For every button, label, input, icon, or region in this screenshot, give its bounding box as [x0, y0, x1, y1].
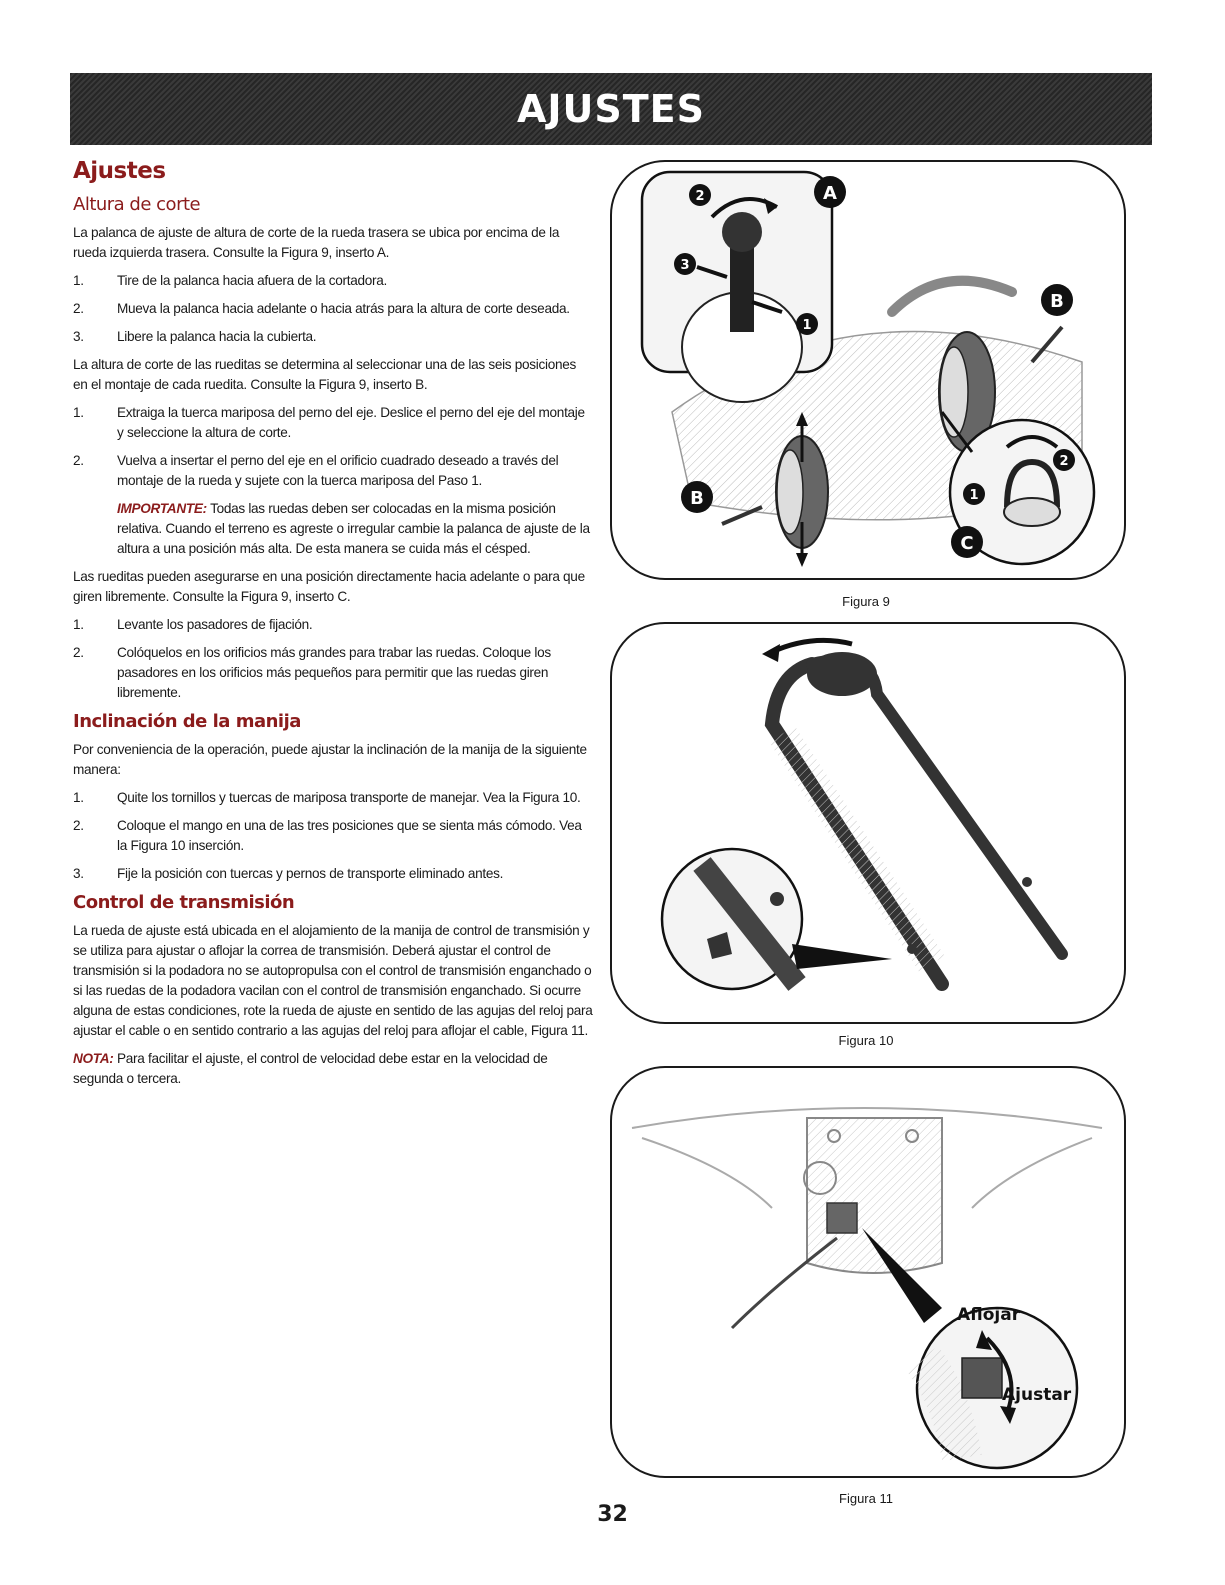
control-housing [807, 652, 877, 696]
callout-b-icon [681, 481, 713, 513]
step-1-label: 1 [802, 318, 812, 333]
inset-adjusting-wheel [962, 1358, 1002, 1398]
control-housing [807, 1118, 942, 1273]
heading-altura-de-corte: Altura de corte [73, 194, 201, 215]
step-1-icon [796, 313, 818, 335]
label-tighten: Ajustar [1002, 1385, 1072, 1405]
list-text: Fije la posición con tuercas y pernos de transporte eliminado antes. [117, 866, 504, 881]
list-item [73, 643, 593, 703]
list-text: Quite los tornillos y tuercas de mariposa transporte de manejar. Vea la Figura 10. [117, 790, 581, 805]
carriage-bolt [770, 892, 784, 906]
list-text: Tire de la palanca hacia afuera de la cortadora. [117, 273, 387, 288]
handle-shadow [782, 734, 932, 964]
step-2-label: 2 [695, 189, 705, 204]
callout-b-label: B [690, 488, 704, 509]
transmision-note [73, 1049, 593, 1089]
section-title: Ajustes [73, 158, 166, 184]
label-loosen: Aflojar [957, 1305, 1021, 1325]
list-number: 3. [73, 329, 84, 344]
list-text: Libere la palanca hacia la cubierta. [117, 329, 317, 344]
important-text: Todas las ruedas deben ser colocadas en la misma posición relativa. Cuando el terreno es agreste o irregular cambie la palanca de ajuste de la altura a una posición más alta. De esta manera se cuida más el césped. [117, 501, 590, 556]
list-number: 1. [73, 790, 84, 805]
banner-title: AJUSTES [516, 87, 706, 131]
arrow-head-down [796, 553, 808, 567]
wing-nut [1022, 877, 1032, 887]
list-number: 2. [73, 453, 84, 468]
callout-c-icon [951, 526, 983, 558]
callout-b-icon [1041, 284, 1073, 316]
list-item [73, 403, 593, 443]
adjusting-wheel [827, 1203, 857, 1233]
list-number: 1. [73, 273, 84, 288]
step-2-icon [689, 184, 711, 206]
list-item [73, 864, 593, 884]
callout-a-label: A [823, 183, 837, 204]
list-text: Coloque el mango en una de las tres posiciones que se sienta más cómodo. Vea la Figura 10 inserción. [117, 818, 582, 853]
list-text: Vuelva a insertar el perno del eje en el orificio cuadrado deseado a través del montaje de la rueda y sujete con la tuerca mariposa del Paso 1. [117, 453, 559, 488]
list-text: Extraiga la tuerca mariposa del perno del eje. Deslice el perno del eje del montaje y seleccione la altura de corte. [117, 405, 585, 440]
callout-a-icon [814, 176, 846, 208]
figure-11 [610, 1066, 1126, 1478]
wheel-mount [1004, 498, 1060, 526]
list-number: 2. [73, 645, 84, 660]
list-item [73, 816, 593, 856]
list-number: 1. [73, 405, 84, 420]
handle-left-bar [642, 1138, 772, 1208]
wing-nut [907, 944, 917, 954]
section-banner [70, 73, 1152, 145]
height-lever [730, 242, 754, 332]
figure-9-caption: Figura 9 [842, 594, 890, 609]
list-item [73, 299, 593, 319]
list-number: 3. [73, 866, 84, 881]
list-text: Colóquelos en los orificios más grandes para trabar las ruedas. Coloque los pasadores en los orificios más pequeños para permitir que las ruedas giren libremente. [117, 645, 551, 700]
step-1-icon [963, 483, 985, 505]
list-item [73, 271, 593, 291]
handle-bar-right [812, 660, 1062, 954]
manija-intro: Por conveniencia de la operación, puede ajustar la inclinación de la manija de la siguiente manera: [73, 742, 587, 777]
step-3-label: 3 [680, 258, 690, 273]
step-2-label: 2 [1059, 454, 1069, 469]
figure-10-illustration [612, 624, 1124, 1022]
figure-11-caption: Figura 11 [839, 1491, 893, 1506]
altura-para3: Las rueditas pueden asegurarse en una posición directamente hacia adelante o para que giren libremente. Consulte la Figura 9, inserto C. [73, 569, 585, 604]
figure-9 [610, 160, 1126, 580]
main-text-column [73, 158, 593, 1097]
list-number: 2. [73, 301, 84, 316]
note-text: Para facilitar el ajuste, el control de velocidad debe estar en la velocidad de segunda o tercera. [73, 1051, 548, 1086]
front-wheel-bracket [777, 450, 803, 534]
figure-10 [610, 622, 1126, 1024]
page-number: 32 [597, 1502, 628, 1527]
lever-knob [722, 212, 762, 252]
important-label: IMPORTANTE: [117, 501, 207, 516]
drive-cable [732, 1238, 837, 1328]
important-note [117, 499, 593, 559]
handle-right-bar [972, 1138, 1092, 1208]
transmision-para: La rueda de ajuste está ubicada en el alojamiento de la manija de control de transmisión y se utiliza para ajustar o aflojar la correa de transmisión. Deberá ajustar el control de transmisión si la podadora no se autopropulsa con el control de transmisión enganchado o si las ruedas de la podadora vacilan con el control de transmisión enganchado. Si ocurre alguna de estas condiciones, rote la rueda de ajuste en sentido de las agujas del reloj para ajustar el cable o en sentido contrario a las agujas del reloj para aflojar el cable, Figura 11. [73, 923, 593, 1038]
heading-inclinacion-manija: Inclinación de la manija [73, 711, 301, 732]
list-number: 1. [73, 617, 84, 632]
list-item [73, 327, 593, 347]
list-text: Levante los pasadores de fijación. [117, 617, 313, 632]
arrow-head [762, 644, 780, 662]
list-text: Mueva la palanca hacia adelante o hacia atrás para la altura de corte deseada. [117, 301, 570, 316]
callout-b-label: B [1050, 291, 1064, 312]
step-2-icon [1053, 449, 1075, 471]
list-item [73, 615, 593, 635]
handle-bracket [892, 281, 1012, 312]
callout-c-label: C [960, 533, 974, 554]
list-item [73, 788, 593, 808]
heading-control-transmision: Control de transmisión [73, 892, 295, 913]
inset-pointer [792, 944, 892, 969]
note-label: NOTA: [73, 1051, 114, 1066]
step-3-icon [674, 253, 696, 275]
rear-wheel-bracket [940, 347, 968, 437]
list-number: 2. [73, 818, 84, 833]
altura-para2: La altura de corte de las rueditas se determina al seleccionar una de las seis posiciones en el montaje de cada ruedita. Consulte la Figura 9, inserto B. [73, 357, 577, 392]
figure-10-caption: Figura 10 [838, 1033, 894, 1048]
list-item [73, 451, 593, 491]
altura-intro: La palanca de ajuste de altura de corte de la rueda trasera se ubica por encima de la rueda izquierda trasera. Consulte la Figura 9, inserto A. [73, 225, 560, 260]
step-1-label: 1 [969, 488, 979, 503]
handle-move-arrow [772, 640, 852, 652]
figure-9-illustration [612, 162, 1124, 578]
figure-11-illustration [612, 1068, 1124, 1476]
